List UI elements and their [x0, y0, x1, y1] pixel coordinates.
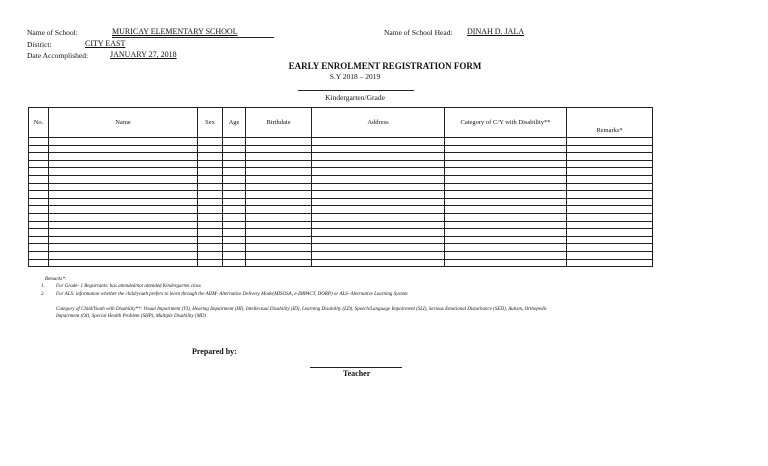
cell-disability-category[interactable] [445, 229, 567, 237]
school-year: S.Y 2018 – 2019 [329, 72, 381, 81]
table-row [29, 160, 653, 168]
note-2-number: 2. [41, 292, 45, 297]
table-row [29, 191, 653, 199]
cell-disability-category[interactable] [445, 160, 567, 168]
cell-no[interactable] [29, 221, 49, 229]
cell-remarks[interactable] [567, 183, 653, 191]
col-header-birthdate: Birthdate [246, 108, 312, 138]
cell-remarks[interactable] [567, 153, 653, 161]
school-name-underline [112, 37, 274, 38]
cell-address[interactable] [312, 244, 445, 252]
date-accomplished-label: Date Accomplished: [27, 51, 89, 60]
school-head-label: Name of School Head: [384, 28, 453, 37]
cell-address[interactable] [312, 198, 445, 206]
cell-name[interactable] [49, 138, 198, 146]
cell-age[interactable] [223, 229, 246, 237]
col-header-address: Address [312, 108, 445, 138]
cell-birthdate[interactable] [246, 145, 312, 153]
cell-no[interactable] [29, 229, 49, 237]
cell-sex[interactable] [198, 213, 223, 221]
cell-birthdate[interactable] [246, 206, 312, 214]
cell-disability-category[interactable] [445, 145, 567, 153]
cell-address[interactable] [312, 168, 445, 176]
cell-name[interactable] [49, 251, 198, 259]
cell-address[interactable] [312, 183, 445, 191]
table-row [29, 221, 653, 229]
cell-age[interactable] [223, 160, 246, 168]
cell-disability-category[interactable] [445, 138, 567, 146]
grade-underline [298, 90, 414, 91]
cell-birthdate[interactable] [246, 244, 312, 252]
cell-age[interactable] [223, 251, 246, 259]
note-2-text: For ALS: information whether the child/youth prefers to learn through the ADM- Alternative Delivery Mode(MISOSA, e-IMPACT, DORP) or ALS- Alternative Learning System [56, 292, 408, 297]
cell-no[interactable] [29, 198, 49, 206]
col-header-name: Name [49, 108, 198, 138]
cell-sex[interactable] [198, 160, 223, 168]
cell-age[interactable] [223, 198, 246, 206]
note-1-number: 1. [41, 284, 45, 289]
cell-no[interactable] [29, 168, 49, 176]
cell-remarks[interactable] [567, 198, 653, 206]
cell-age[interactable] [223, 138, 246, 146]
cell-birthdate[interactable] [246, 229, 312, 237]
cell-name[interactable] [49, 244, 198, 252]
cell-remarks[interactable] [567, 244, 653, 252]
cell-sex[interactable] [198, 168, 223, 176]
table-row [29, 206, 653, 214]
cell-sex[interactable] [198, 221, 223, 229]
table-body [29, 138, 653, 267]
table-row [29, 175, 653, 183]
cell-name[interactable] [49, 145, 198, 153]
cell-address[interactable] [312, 259, 445, 267]
table-row [29, 229, 653, 237]
cell-remarks[interactable] [567, 221, 653, 229]
cell-age[interactable] [223, 153, 246, 161]
cell-sex[interactable] [198, 206, 223, 214]
school-head-value: DINAH D. JALA [467, 27, 525, 36]
district-label: District: [27, 40, 52, 49]
cell-remarks[interactable] [567, 160, 653, 168]
cell-name[interactable] [49, 259, 198, 267]
cell-remarks[interactable] [567, 236, 653, 244]
cell-birthdate[interactable] [246, 191, 312, 199]
school-name-label: Name of School: [27, 28, 78, 37]
cell-remarks[interactable] [567, 251, 653, 259]
cell-remarks[interactable] [567, 175, 653, 183]
cell-address[interactable] [312, 236, 445, 244]
cell-address[interactable] [312, 138, 445, 146]
cell-name[interactable] [49, 160, 198, 168]
cell-remarks[interactable] [567, 168, 653, 176]
cell-sex[interactable] [198, 229, 223, 237]
cell-address[interactable] [312, 206, 445, 214]
cell-age[interactable] [223, 191, 246, 199]
cell-age[interactable] [223, 244, 246, 252]
cell-remarks[interactable] [567, 138, 653, 146]
cell-sex[interactable] [198, 153, 223, 161]
cell-birthdate[interactable] [246, 168, 312, 176]
table-row [29, 213, 653, 221]
cell-disability-category[interactable] [445, 153, 567, 161]
cell-no[interactable] [29, 138, 49, 146]
cell-age[interactable] [223, 145, 246, 153]
cell-birthdate[interactable] [246, 251, 312, 259]
cell-no[interactable] [29, 191, 49, 199]
cell-no[interactable] [29, 251, 49, 259]
cell-no[interactable] [29, 145, 49, 153]
district-value: CITY EAST [85, 39, 126, 48]
cell-remarks[interactable] [567, 259, 653, 267]
col-header-disability-category: Category of C/Y with Disability** [445, 108, 567, 138]
cell-sex[interactable] [198, 145, 223, 153]
col-header-age: Age [223, 108, 246, 138]
cell-remarks[interactable] [567, 145, 653, 153]
table-row [29, 251, 653, 259]
cell-sex[interactable] [198, 259, 223, 267]
table-row [29, 259, 653, 267]
cell-age[interactable] [223, 168, 246, 176]
cell-disability-category[interactable] [445, 251, 567, 259]
cell-no[interactable] [29, 175, 49, 183]
cell-remarks[interactable] [567, 213, 653, 221]
cell-disability-category[interactable] [445, 206, 567, 214]
cell-birthdate[interactable] [246, 221, 312, 229]
grade-label: Kindergarten/Grade [325, 93, 385, 102]
cell-age[interactable] [223, 259, 246, 267]
cell-address[interactable] [312, 221, 445, 229]
cell-name[interactable] [49, 221, 198, 229]
cell-name[interactable] [49, 183, 198, 191]
cell-sex[interactable] [198, 244, 223, 252]
cell-sex[interactable] [198, 191, 223, 199]
teacher-label: Teacher [343, 369, 371, 378]
cell-disability-category[interactable] [445, 175, 567, 183]
cell-age[interactable] [223, 221, 246, 229]
cell-no[interactable] [29, 244, 49, 252]
table-row [29, 244, 653, 252]
cell-address[interactable] [312, 160, 445, 168]
cell-no[interactable] [29, 183, 49, 191]
table-row [29, 168, 653, 176]
registration-table [28, 107, 653, 267]
cell-remarks[interactable] [567, 206, 653, 214]
cell-remarks[interactable] [567, 191, 653, 199]
cell-name[interactable] [49, 191, 198, 199]
cell-name[interactable] [49, 153, 198, 161]
cell-disability-category[interactable] [445, 191, 567, 199]
cell-address[interactable] [312, 191, 445, 199]
cell-disability-category[interactable] [445, 236, 567, 244]
table-row [29, 198, 653, 206]
prepared-by-label: Prepared by: [192, 347, 237, 356]
cell-address[interactable] [312, 153, 445, 161]
cell-sex[interactable] [198, 175, 223, 183]
cell-sex[interactable] [198, 251, 223, 259]
cell-sex[interactable] [198, 236, 223, 244]
cell-address[interactable] [312, 213, 445, 221]
cell-no[interactable] [29, 206, 49, 214]
table-row [29, 183, 653, 191]
table-row [29, 236, 653, 244]
school-name-value: MURICAY ELEMENTARY SCHOOL [112, 27, 238, 36]
cell-no[interactable] [29, 153, 49, 161]
table-row [29, 153, 653, 161]
col-header-remarks: Remarks* [567, 108, 653, 138]
cell-disability-category[interactable] [445, 213, 567, 221]
date-accomplished-value: JANUARY 27, 2018 [110, 50, 177, 59]
cell-name[interactable] [49, 168, 198, 176]
cell-birthdate[interactable] [246, 138, 312, 146]
cell-name[interactable] [49, 198, 198, 206]
cell-disability-category[interactable] [445, 259, 567, 267]
form-title: EARLY ENROLMENT REGISTRATION FORM [288, 61, 482, 71]
cell-name[interactable] [49, 236, 198, 244]
cell-disability-category[interactable] [445, 183, 567, 191]
cell-age[interactable] [223, 183, 246, 191]
cell-name[interactable] [49, 229, 198, 237]
cell-name[interactable] [49, 206, 198, 214]
remarks-heading: Remarks*: [45, 277, 67, 282]
cell-birthdate[interactable] [246, 198, 312, 206]
col-header-no: No. [29, 108, 49, 138]
table-row [29, 138, 653, 146]
cell-sex[interactable] [198, 138, 223, 146]
table-header-row [29, 108, 653, 138]
cell-disability-category[interactable] [445, 198, 567, 206]
cell-disability-category[interactable] [445, 168, 567, 176]
cell-birthdate[interactable] [246, 175, 312, 183]
cell-remarks[interactable] [567, 229, 653, 237]
cell-birthdate[interactable] [246, 153, 312, 161]
cell-no[interactable] [29, 236, 49, 244]
cell-age[interactable] [223, 206, 246, 214]
col-header-sex: Sex [198, 108, 223, 138]
cell-sex[interactable] [198, 198, 223, 206]
table-row [29, 145, 653, 153]
cell-birthdate[interactable] [246, 183, 312, 191]
cell-age[interactable] [223, 175, 246, 183]
cell-no[interactable] [29, 160, 49, 168]
disability-category-note-cont: Impairment (OI), Special Health Problem (SHP), Multiple Disability (MD) [56, 314, 207, 319]
cell-age[interactable] [223, 236, 246, 244]
cell-birthdate[interactable] [246, 259, 312, 267]
disability-category-note: Category of Child/Youth with Disability**: Visual Impairment (VI), Hearing Impairment (HI), Intellectual Disability (ID), Learning Disability (LD), Speech/Language Impairment (SLI), Serious Emotional Disturbance (SED), Autism, Orthopedic [56, 307, 548, 312]
cell-address[interactable] [312, 175, 445, 183]
cell-address[interactable] [312, 251, 445, 259]
cell-birthdate[interactable] [246, 236, 312, 244]
note-1-text: For Grade- 1 Registrants: has attended/not attended Kindergarten class [56, 284, 201, 289]
cell-sex[interactable] [198, 183, 223, 191]
teacher-signature-line [310, 367, 402, 368]
cell-disability-category[interactable] [445, 221, 567, 229]
cell-disability-category[interactable] [445, 244, 567, 252]
cell-no[interactable] [29, 213, 49, 221]
cell-no[interactable] [29, 259, 49, 267]
cell-name[interactable] [49, 175, 198, 183]
cell-age[interactable] [223, 213, 246, 221]
cell-address[interactable] [312, 229, 445, 237]
cell-birthdate[interactable] [246, 160, 312, 168]
cell-name[interactable] [49, 213, 198, 221]
cell-address[interactable] [312, 145, 445, 153]
cell-birthdate[interactable] [246, 213, 312, 221]
